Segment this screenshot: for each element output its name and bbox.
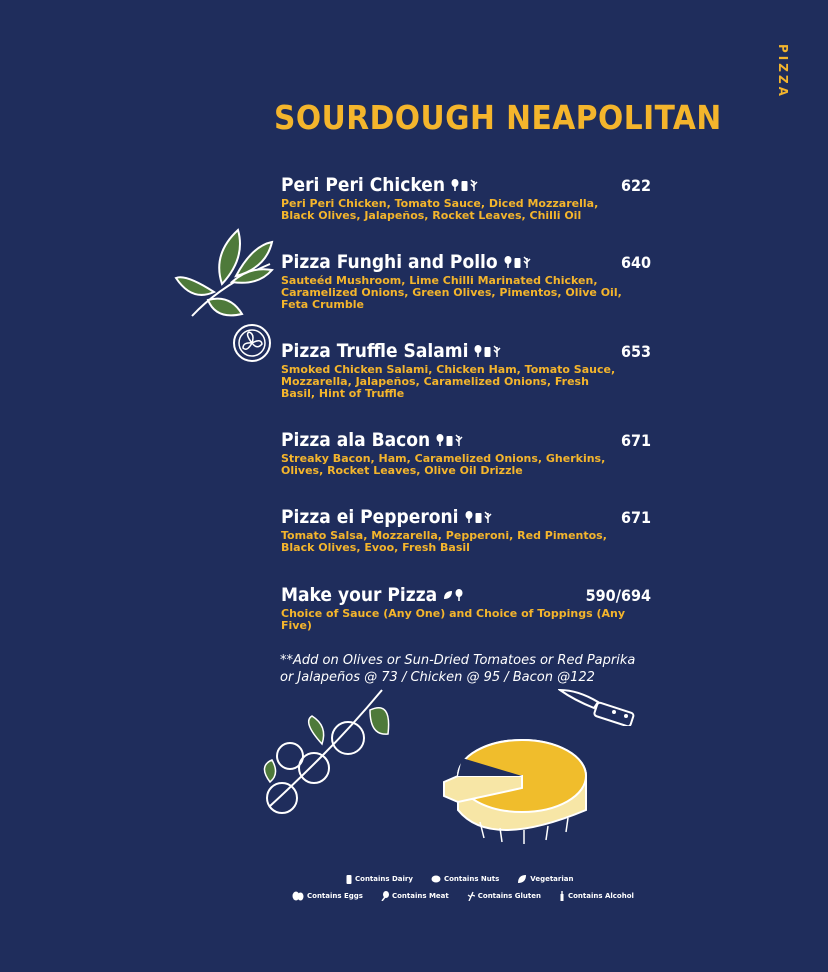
menu-item xyxy=(281,506,653,554)
diet-icons xyxy=(436,434,463,446)
dairy-icon xyxy=(484,345,491,357)
legend-row xyxy=(292,891,634,901)
menu-item xyxy=(281,251,653,311)
meat-icon xyxy=(474,345,482,357)
diet-icons xyxy=(443,589,463,601)
meat-icon xyxy=(451,179,459,191)
diet-icons xyxy=(504,256,531,268)
meat-icon xyxy=(504,256,512,268)
legend-gluten xyxy=(467,891,541,901)
menu-item xyxy=(281,584,653,632)
item-price: 590/694 xyxy=(585,586,651,605)
vegetarian-icon xyxy=(517,874,527,884)
add-on-note xyxy=(280,652,680,686)
menu-item xyxy=(281,340,653,400)
tomato-slice-illustration xyxy=(231,322,273,364)
legend-label: Contains Dairy xyxy=(355,875,413,883)
meat-icon xyxy=(455,589,463,601)
legend-nuts xyxy=(431,874,499,884)
legend-alcohol xyxy=(559,891,634,901)
item-description: Streaky Bacon, Ham, Caramelized Onions, Gherkins, Olives, Rocket Leaves, Olive Oil Drizzle xyxy=(281,452,606,477)
dairy-icon xyxy=(446,434,453,446)
diet-icons xyxy=(474,345,501,357)
gluten-icon xyxy=(455,434,463,446)
dairy-icon xyxy=(461,179,468,191)
item-description: Smoked Chicken Salami, Chicken Ham, Tomato Sauce, Mozzarella, Jalapeños, Caramelized Onions, Fresh Basil, Hint of Truffle xyxy=(281,363,616,400)
add-on-note-line: **Add on Olives or Sun-Dried Tomatoes or Red Paprika xyxy=(280,653,636,668)
item-price: 653 xyxy=(620,342,651,361)
meat-icon xyxy=(381,891,389,901)
item-name: Pizza ei Pepperoni xyxy=(281,506,459,528)
section-label: PIZZA xyxy=(776,44,790,99)
item-price: 671 xyxy=(620,431,651,450)
dairy-icon xyxy=(514,256,521,268)
legend-row xyxy=(346,874,573,884)
item-price: 671 xyxy=(620,508,651,527)
vegetarian-icon xyxy=(443,589,453,601)
item-name: Peri Peri Chicken xyxy=(281,174,446,196)
cheese-illustration xyxy=(440,732,590,850)
nuts-icon xyxy=(431,874,441,884)
olive-branch-illustration xyxy=(252,686,394,820)
legend-label: Contains Nuts xyxy=(443,875,500,883)
item-description: Peri Peri Chicken, Tomato Sauce, Diced Mozzarella, Black Olives, Jalapeños, Rocket Leaves, Chilli Oil xyxy=(281,197,599,222)
item-description: Sauteéd Mushroom, Lime Chilli Marinated Chicken, Caramelized Onions, Green Olives, Pimentos, Olive Oil, Feta Crumble xyxy=(281,274,622,311)
legend-label: Vegetarian xyxy=(530,875,574,883)
gluten-icon xyxy=(467,891,475,901)
leaf-illustration xyxy=(172,224,276,322)
eggs-icon xyxy=(292,891,304,901)
page-title: SOURDOUGH NEAPOLITAN xyxy=(274,98,722,137)
item-name: Make your Pizza xyxy=(281,584,438,606)
item-name: Pizza Funghi and Pollo xyxy=(281,251,498,273)
legend-vegetarian xyxy=(517,874,573,884)
legend-label: Contains Gluten xyxy=(477,892,541,900)
knife-illustration xyxy=(558,686,640,726)
dairy-icon xyxy=(346,874,352,884)
gluten-icon xyxy=(523,256,531,268)
item-description: Tomato Salsa, Mozzarella, Pepperoni, Red Pimentos, Black Olives, Evoo, Fresh Basil xyxy=(281,529,607,554)
legend-label: Contains Alcohol xyxy=(567,892,634,900)
legend-meat xyxy=(381,891,449,901)
legend-eggs xyxy=(292,891,363,901)
item-name: Pizza ala Bacon xyxy=(281,429,431,451)
diet-icons xyxy=(465,511,492,523)
add-on-note-line: or Jalapeños @ 73 / Chicken @ 95 / Bacon @122 xyxy=(280,670,595,685)
meat-icon xyxy=(436,434,444,446)
dairy-icon xyxy=(475,511,482,523)
alcohol-icon xyxy=(559,891,565,901)
menu-item xyxy=(281,429,653,477)
diet-icons xyxy=(451,179,478,191)
legend-label: Contains Meat xyxy=(391,892,449,900)
gluten-icon xyxy=(484,511,492,523)
gluten-icon xyxy=(493,345,501,357)
item-description: Choice of Sauce (Any One) and Choice of Toppings (Any Five) xyxy=(281,607,625,632)
gluten-icon xyxy=(470,179,478,191)
legend-dairy xyxy=(346,874,413,884)
menu-item xyxy=(281,174,653,222)
item-price: 622 xyxy=(620,176,651,195)
item-price: 640 xyxy=(620,253,651,272)
item-name: Pizza Truffle Salami xyxy=(281,340,469,362)
meat-icon xyxy=(465,511,473,523)
legend-label: Contains Eggs xyxy=(307,892,363,900)
